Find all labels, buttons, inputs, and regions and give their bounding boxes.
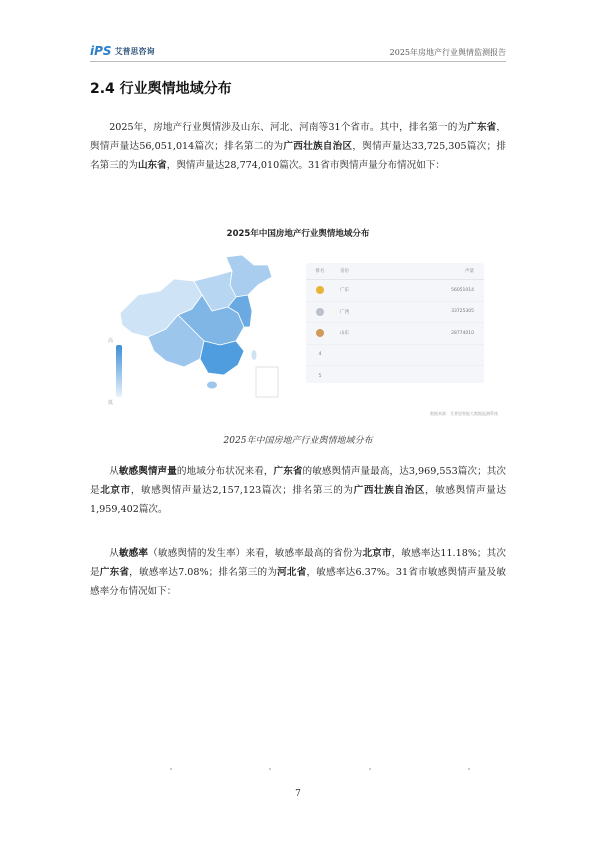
paragraph-1: [90, 118, 506, 175]
p3-bold-2: 北京市: [362, 548, 392, 559]
table-row: [306, 280, 484, 302]
row-province: 广东: [340, 288, 349, 294]
bottom-dots-divider: [170, 768, 470, 770]
p3-text-3: ，敏感率达11.18%；其次是: [90, 548, 507, 578]
p3-bold-3: 广东省: [99, 567, 130, 578]
p2-bold-2: 广东省: [273, 466, 303, 477]
section-title: 2.4 行业舆情地域分布: [90, 81, 232, 97]
p2-text-2: 的地域分布状况来看，: [176, 466, 274, 477]
row-volume: 33725305: [451, 309, 474, 315]
logo: [90, 44, 155, 58]
p1-text-2: ，舆情声量达56,051,014篇次；排名第二的为: [90, 122, 507, 152]
row-rank: 5: [318, 373, 322, 379]
p2-text-3: 的敏感舆情声量最高，达3,969,553篇次；其次是: [90, 466, 507, 496]
figure-caption: 2025年中国房地产行业舆情地域分布: [223, 436, 373, 446]
table-header: [306, 263, 484, 280]
row-province: 山东: [340, 331, 349, 337]
logo-mark: iPS: [90, 44, 112, 58]
china-map: [108, 251, 288, 406]
region-distribution-figure: [90, 221, 506, 419]
p2-bold-4: 广西壮族自治区: [353, 485, 426, 496]
p1-text-1: 2025年，房地产行业舆情涉及山东、河北、河南等31个省市。其中，排名第一的为: [109, 122, 468, 133]
gold-medal-icon: [316, 286, 324, 294]
table-row: [306, 302, 484, 324]
map-taiwan: [252, 350, 257, 360]
figure-title: 2025年中国房地产行业舆情地域分布: [226, 229, 370, 239]
bronze-medal-icon: [316, 329, 324, 337]
map-inset-southsea: [256, 367, 278, 397]
paragraph-2: [90, 462, 506, 519]
figure-source: 数据来源：艾普思智能大数据监测系统: [430, 411, 498, 416]
p2-text-4: ，敏感舆情声量达2,157,123篇次；排名第三的为: [130, 485, 354, 496]
report-title: 2025年房地产行业舆情监测报告: [389, 48, 506, 57]
p2-bold-1: 敏感舆情声量: [118, 466, 177, 477]
p2-text-1: 从: [109, 466, 119, 477]
p2-bold-3: 北京市: [100, 485, 131, 496]
row-volume: 28774010: [451, 330, 474, 336]
ranking-table: [306, 263, 484, 383]
silver-medal-icon: [316, 308, 324, 316]
table-row: [306, 345, 484, 367]
p3-bold-4: 河北省: [277, 567, 307, 578]
legend-color-bar: [116, 345, 122, 397]
row-province: 广西: [340, 309, 349, 315]
p3-text-5: ，敏感率达6.37%。31省市敏感舆情声量及敏感率分布情况如下：: [90, 567, 507, 597]
p1-text-3: ，舆情声量达33,725,305篇次；排名第三的为: [90, 141, 507, 171]
p1-bold-3: 山东省: [137, 160, 167, 171]
p3-text-2: （敏感舆情的发生率）来看，敏感率最高的省份为: [148, 548, 363, 559]
legend-high-label: 高: [108, 338, 114, 344]
table-row: [306, 323, 484, 345]
p3-text-4: ，敏感率达7.08%；排名第三的为: [129, 567, 278, 578]
p1-bold-2: 广西壮族自治区: [283, 141, 353, 152]
row-volume: 56051014: [451, 287, 474, 293]
row-rank: 4: [318, 352, 322, 358]
p2-text-5: ，敏感舆情声量达1,959,402篇次。: [90, 485, 507, 515]
p1-text-4: ，舆情声量达28,774,010篇次。31省市舆情声量分布情况如下：: [166, 160, 445, 171]
legend-low-label: 低: [108, 400, 114, 406]
p1-bold-1: 广东省: [467, 122, 497, 133]
paragraph-3: [90, 544, 506, 601]
page-header: [90, 40, 506, 62]
china-map-graphic: [108, 251, 288, 403]
page-number: 7: [295, 789, 301, 799]
map-region-south: [200, 341, 244, 375]
map-hainan: [207, 382, 217, 389]
p3-bold-1: 敏感率: [118, 548, 149, 559]
p3-text-1: 从: [109, 548, 119, 559]
col-volume: 声量: [465, 269, 474, 274]
col-rank: 排名: [315, 269, 325, 274]
logo-text: 艾普思咨询: [114, 46, 155, 56]
col-province: 省份: [340, 269, 349, 274]
table-row: [306, 366, 484, 387]
